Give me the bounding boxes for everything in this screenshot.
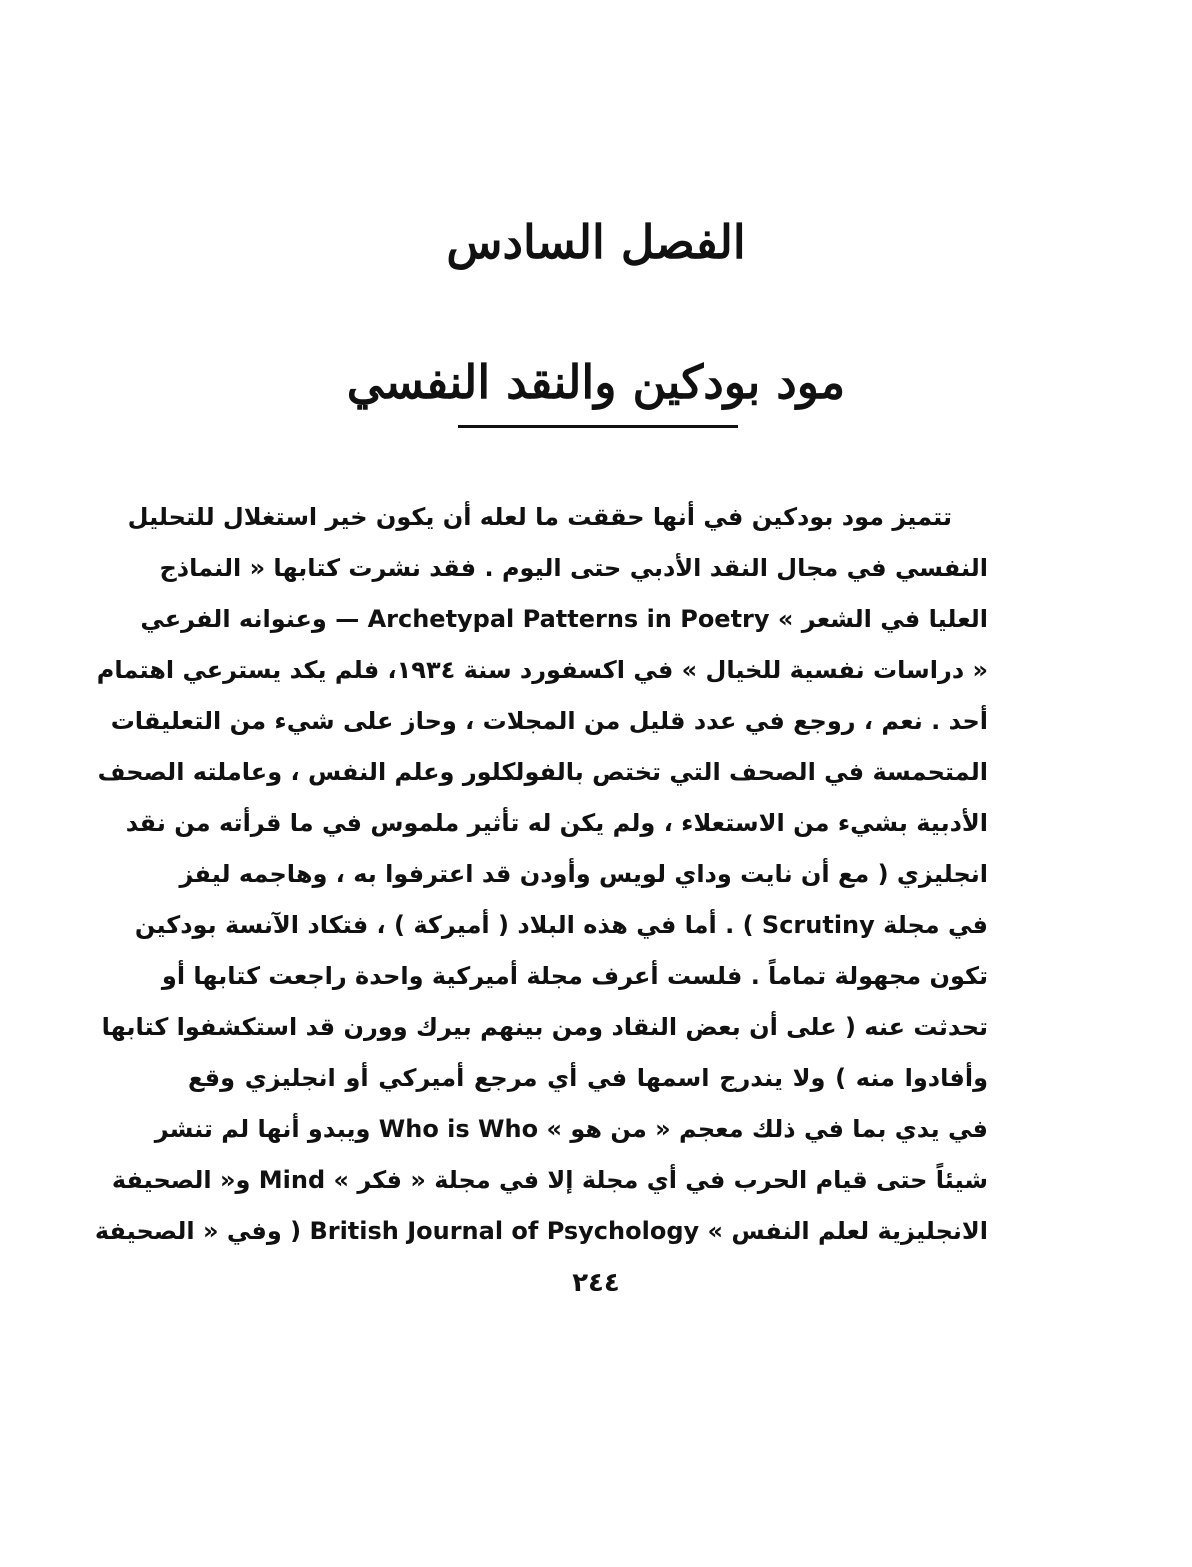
text-line: تحدثت عنه ( على أن بعض النقاد ومن بينهم بيرك وورن قد استكشفوا كتابها [101, 1013, 988, 1041]
text-line: الأدبية بشيء من الاستعلاء ، ولم يكن له تأثير ملموس في ما قرأته من نقد [125, 809, 988, 837]
text-line: المتحمسة في الصحف التي تختص بالفولكلور وعلم النفس ، وعاملته الصحف [97, 758, 988, 786]
text-line: الانجليزية لعلم النفس » British Journal of Psychology ( وفي « الصحيفة [94, 1217, 988, 1245]
text-line: تكون مجهولة تماماً . فلست أعرف مجلة أميركية واحدة راجعت كتابها أو [161, 962, 988, 990]
text-line: النفسي في مجال النقد الأدبي حتى اليوم . فقد نشرت كتابها « النماذج [159, 554, 988, 582]
body-paragraph [94, 492, 988, 1257]
title-underline [458, 425, 738, 428]
text-line: العليا في الشعر » Archetypal Patterns in Poetry — وعنوانه الفرعي [140, 605, 988, 633]
page-number: ٢٤٤ [572, 1268, 620, 1298]
text-line: وأفادوا منه ) ولا يندرج اسمها في أي مرجع أميركي أو انجليزي وقع [188, 1064, 988, 1092]
text-line: شيئاً حتى قيام الحرب في أي مجلة إلا في مجلة « فكر » Mind و« الصحيفة [111, 1166, 988, 1194]
text-line: « دراسات نفسية للخيال » في اكسفورد سنة ١٩٣٤، فلم يكد يسترعي اهتمام [96, 656, 988, 684]
text-line: في مجلة Scrutiny ) . أما في هذه البلاد ( أميركة ) ، فتكاد الآنسة بودكين [134, 911, 988, 939]
text-line: انجليزي ( مع أن نايت وداي لويس وأودن قد اعترفوا به ، وهاجمه ليفز [179, 860, 988, 888]
chapter-title: مود بودكين والنقد النفسي [346, 355, 846, 409]
chapter-label: الفصل السادس [446, 215, 746, 269]
text-line: أحد . نعم ، روجع في عدد قليل من المجلات ، وحاز على شيء من التعليقات [110, 707, 988, 735]
text-line: في يدي بما في ذلك معجم « من هو » Who is Who ويبدو أنها لم تنشر [154, 1115, 988, 1143]
text-line: تتميز مود بودكين في أنها حققت ما لعله أن يكون خير استغلال للتحليل [127, 503, 952, 531]
